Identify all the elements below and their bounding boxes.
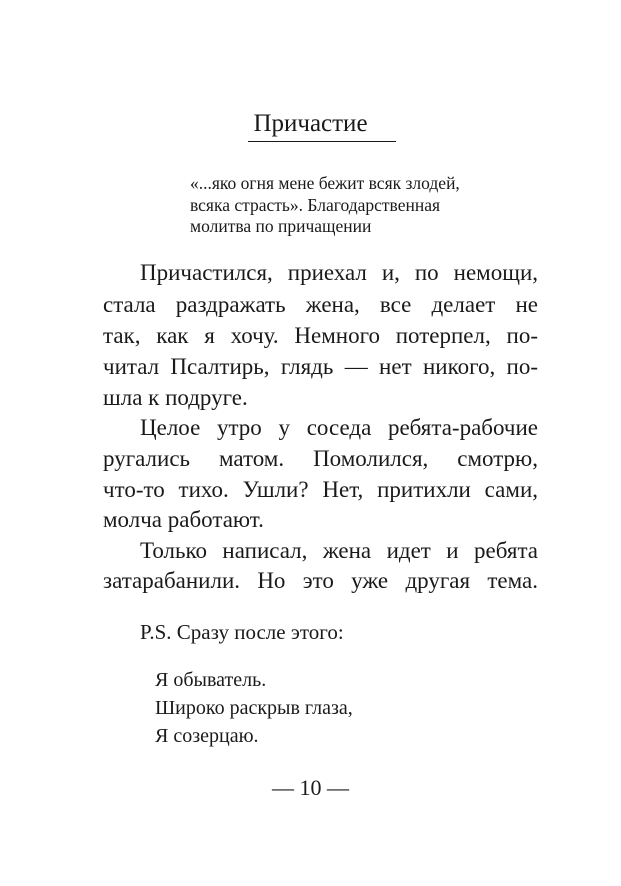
postscript: P.S. Сразу после этого: (140, 620, 344, 644)
chapter-title: Причастие (253, 110, 368, 137)
epigraph-line: молитва по причащении (190, 216, 372, 236)
title-underline (248, 141, 396, 142)
body-line: затарабанили. Но это уже другая тема. (103, 568, 538, 593)
poem-line: Широко раскрыв глаза, (155, 697, 353, 719)
poem-line: Я обыватель. (155, 669, 267, 691)
page-number: — 10 — (272, 775, 349, 800)
body-line: что-то тихо. Ушли? Нет, притихли сами, (103, 477, 538, 502)
body-line: читал Псалтирь, глядь — нет никого, по- (103, 354, 538, 379)
body-line: Причастился, приехал и, по немощи, (140, 260, 538, 285)
body-line: шла к подруге. (103, 385, 248, 410)
body-line: так, как я хочу. Немного потерпел, по- (103, 323, 538, 348)
epigraph-line: «...яко огня мене бежит всяк злодей, (190, 173, 460, 193)
epigraph-line: всяка страсть». Благодарственная (190, 195, 441, 215)
poem-line: Я созерцаю. (155, 725, 259, 747)
body-line: Только написал, жена идет и ребята (140, 538, 538, 563)
body-line: молча работают. (103, 507, 264, 532)
body-line: стала раздражать жена, все делает не (103, 292, 538, 317)
body-line: Целое утро у соседа ребята-рабочие (140, 415, 538, 440)
body-line: ругались матом. Помолился, смотрю, (103, 446, 538, 471)
